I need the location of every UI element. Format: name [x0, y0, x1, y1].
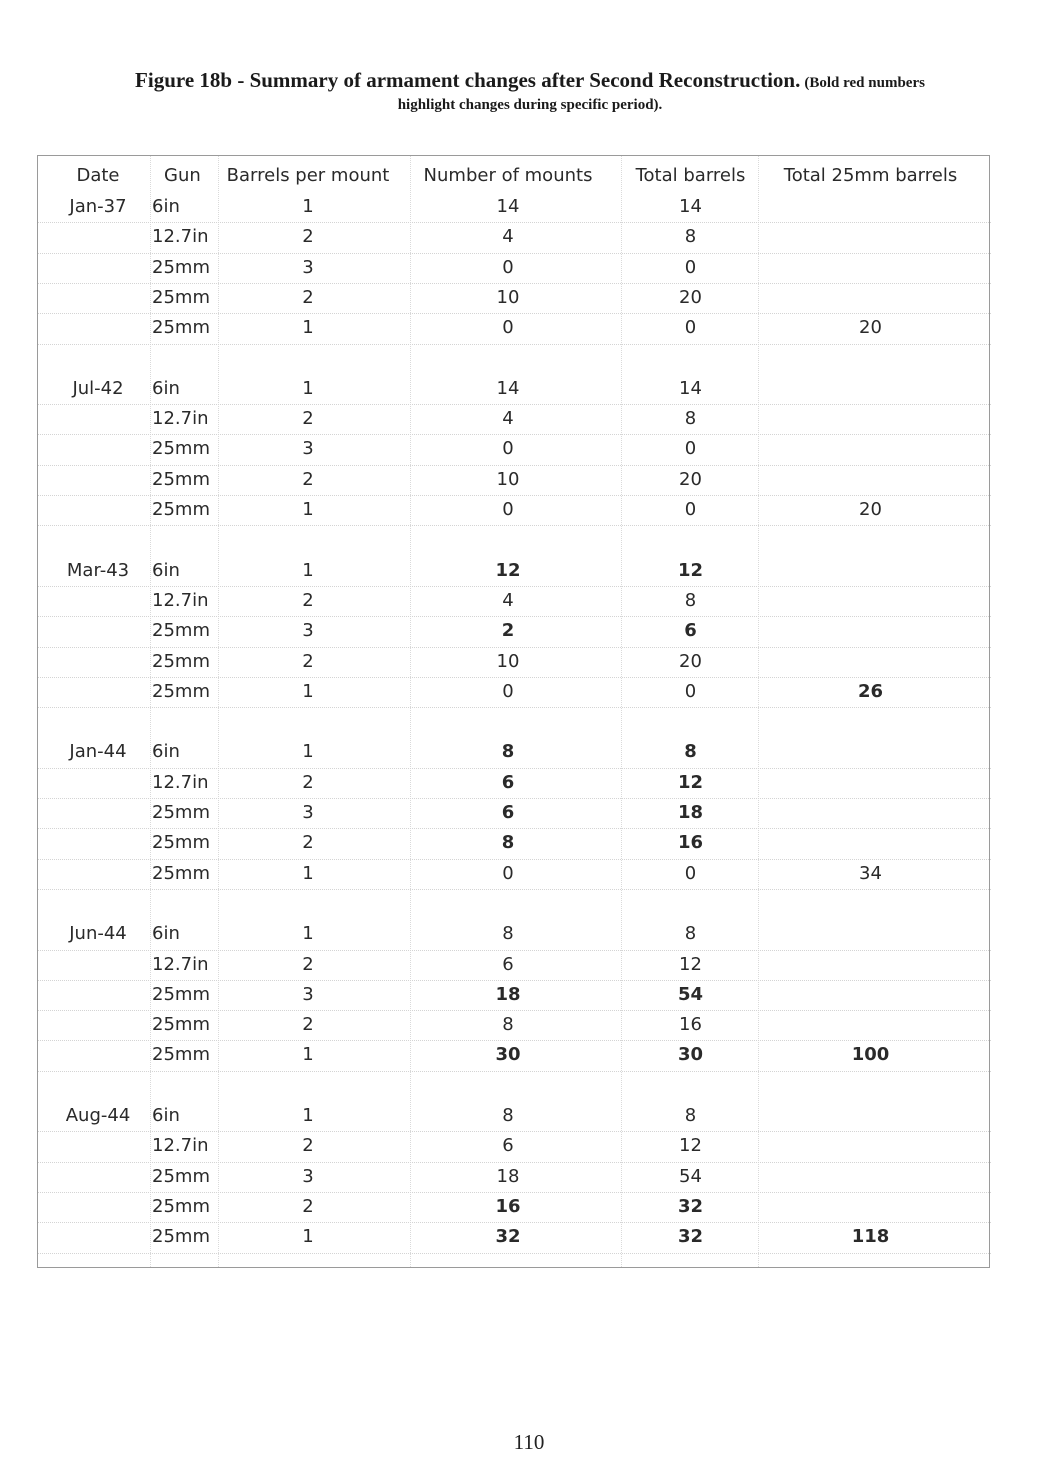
number-of-mounts-cell: 6: [501, 802, 515, 823]
number-of-mounts-cell: 10: [496, 468, 520, 490]
number-of-mounts-cell: 14: [496, 196, 520, 217]
number-of-mounts-cell: 8: [502, 923, 514, 945]
barrels-per-mount-cell: 2: [302, 589, 314, 611]
gun-cell: 12.7in: [152, 408, 209, 430]
barrels-per-mount-cell: 1: [302, 377, 314, 399]
total-barrels-cell: 12: [677, 559, 704, 581]
table-row: [38, 222, 991, 252]
total-barrels-cell: 12: [679, 953, 702, 975]
total-barrels-cell: 14: [679, 196, 702, 217]
barrels-per-mount-cell: 1: [302, 862, 314, 884]
gun-cell: 25mm: [152, 438, 210, 460]
gun-cell: 6in: [152, 741, 180, 763]
number-of-mounts-cell: 14: [496, 377, 520, 399]
table-row: [38, 1222, 991, 1252]
grid-line-horizontal: [38, 889, 991, 890]
barrels-per-mount-cell: 2: [302, 1014, 314, 1036]
table-row: [38, 980, 991, 1010]
page-number: 110: [513, 1430, 545, 1454]
table-row: [38, 828, 991, 858]
barrels-per-mount-cell: 2: [302, 226, 314, 248]
number-of-mounts-cell: 18: [496, 1165, 520, 1187]
table-row: [38, 798, 991, 828]
table-row: [38, 950, 991, 980]
table-row: [38, 616, 991, 646]
number-of-mounts-cell: 32: [495, 1226, 521, 1248]
number-of-mounts-cell: 16: [495, 1195, 521, 1217]
gun-cell: 25mm: [152, 832, 210, 854]
table-row: [38, 313, 991, 343]
total-barrels-cell: 8: [684, 226, 697, 248]
gun-cell: 12.7in: [152, 589, 209, 611]
total-barrels-cell: 8: [684, 923, 697, 945]
barrels-per-mount-cell: 1: [302, 923, 314, 945]
date-cell: Mar-43: [66, 559, 130, 581]
total-25mm-barrels-cell: 34: [859, 862, 882, 884]
caption-title: Figure 18b - Summary of armament changes after Second Reconstruction.: [135, 68, 801, 92]
caption-note-line2: highlight changes during specific period).: [397, 97, 663, 113]
number-of-mounts-cell: 6: [502, 953, 514, 975]
table-row: [38, 556, 991, 586]
gun-cell: 25mm: [152, 680, 210, 702]
table-header-row: [38, 161, 991, 191]
table-row: [38, 495, 991, 525]
figure-caption: [30, 68, 1030, 114]
total-barrels-cell: 12: [677, 771, 704, 793]
table-row: [38, 1101, 991, 1131]
gun-cell: 25mm: [152, 650, 210, 672]
total-25mm-barrels-cell: 100: [851, 1044, 890, 1066]
total-25mm-barrels-cell: 20: [859, 317, 882, 339]
gun-cell: 25mm: [152, 317, 210, 339]
total-barrels-cell: 20: [679, 468, 702, 490]
total-barrels-cell: 8: [684, 741, 697, 763]
total-barrels-cell: 32: [677, 1195, 704, 1217]
table-row: [38, 1162, 991, 1192]
gun-cell: 12.7in: [152, 226, 209, 248]
barrels-per-mount-cell: 1: [302, 559, 314, 581]
gun-cell: 12.7in: [152, 771, 209, 793]
gun-cell: 25mm: [152, 286, 210, 308]
barrels-per-mount-cell: 1: [302, 499, 314, 520]
grid-line-horizontal: [38, 1071, 991, 1072]
header-total-25mm-barrels: Total 25mm barrels: [783, 165, 958, 186]
number-of-mounts-cell: 6: [501, 771, 515, 793]
barrels-per-mount-cell: 1: [302, 741, 314, 763]
number-of-mounts-cell: 8: [502, 1105, 514, 1126]
table-row: [38, 768, 991, 798]
armament-table: [37, 155, 990, 1268]
table-row: [38, 919, 991, 949]
table-row: [38, 1040, 991, 1070]
gun-cell: 25mm: [152, 256, 210, 278]
barrels-per-mount-cell: 2: [302, 953, 314, 975]
caption-note-line1: (Bold red numbers: [804, 75, 925, 91]
total-barrels-cell: 0: [684, 438, 697, 460]
barrels-per-mount-cell: 3: [302, 620, 314, 642]
header-number-of-mounts: Number of mounts: [423, 165, 593, 186]
total-barrels-cell: 30: [677, 1044, 704, 1066]
total-barrels-cell: 32: [677, 1226, 704, 1248]
barrels-per-mount-cell: 2: [302, 832, 314, 854]
table-row: [38, 374, 991, 404]
number-of-mounts-cell: 4: [502, 408, 514, 430]
total-barrels-cell: 0: [684, 317, 697, 339]
number-of-mounts-cell: 8: [502, 1014, 514, 1036]
gun-cell: 25mm: [152, 1044, 210, 1066]
gun-cell: 6in: [152, 1105, 180, 1126]
gun-cell: 25mm: [152, 1226, 210, 1248]
table-row: [38, 677, 991, 707]
number-of-mounts-cell: 6: [502, 1135, 514, 1157]
date-cell: Jan-44: [69, 741, 127, 763]
barrels-per-mount-cell: 2: [302, 1135, 314, 1157]
barrels-per-mount-cell: 3: [302, 802, 314, 823]
date-cell: Jun-44: [69, 923, 127, 945]
gun-cell: 25mm: [152, 983, 210, 1005]
barrels-per-mount-cell: 2: [302, 286, 314, 308]
number-of-mounts-cell: 0: [502, 862, 514, 884]
number-of-mounts-cell: 0: [502, 317, 514, 339]
gun-cell: 12.7in: [152, 953, 209, 975]
total-25mm-barrels-cell: 118: [851, 1226, 890, 1248]
gun-cell: 25mm: [152, 499, 210, 520]
total-barrels-cell: 12: [679, 1135, 702, 1157]
number-of-mounts-cell: 12: [495, 559, 521, 581]
number-of-mounts-cell: 8: [501, 741, 515, 763]
header-date: Date: [76, 165, 120, 186]
total-barrels-cell: 8: [684, 589, 697, 611]
table-row: [38, 192, 991, 222]
total-barrels-cell: 20: [679, 286, 702, 308]
grid-line-horizontal: [38, 525, 991, 526]
total-barrels-cell: 6: [684, 620, 697, 642]
gun-cell: 25mm: [152, 1014, 210, 1036]
table-row: [38, 465, 991, 495]
number-of-mounts-cell: 8: [501, 832, 515, 854]
gun-cell: 25mm: [152, 1165, 210, 1187]
number-of-mounts-cell: 10: [496, 650, 520, 672]
header-gun: Gun: [164, 165, 201, 186]
date-cell: Aug-44: [65, 1105, 131, 1126]
table-row: [38, 1010, 991, 1040]
total-barrels-cell: 14: [679, 377, 702, 399]
table-row: [38, 283, 991, 313]
gun-cell: 25mm: [152, 1195, 210, 1217]
number-of-mounts-cell: 0: [502, 680, 514, 702]
total-barrels-cell: 0: [684, 499, 697, 520]
total-barrels-cell: 0: [684, 256, 697, 278]
total-barrels-cell: 18: [677, 802, 704, 823]
barrels-per-mount-cell: 1: [302, 1105, 314, 1126]
number-of-mounts-cell: 0: [502, 256, 514, 278]
date-cell: Jul-42: [72, 377, 124, 399]
barrels-per-mount-cell: 3: [302, 438, 314, 460]
total-barrels-cell: 54: [677, 983, 704, 1005]
grid-line-horizontal: [38, 707, 991, 708]
total-25mm-barrels-cell: 26: [857, 680, 884, 702]
table-row: [38, 859, 991, 889]
number-of-mounts-cell: 4: [502, 226, 514, 248]
total-barrels-cell: 8: [684, 1105, 697, 1126]
table-row: [38, 1131, 991, 1161]
barrels-per-mount-cell: 1: [302, 196, 314, 217]
table-row: [38, 737, 991, 767]
number-of-mounts-cell: 18: [495, 983, 521, 1005]
grid-line-horizontal: [38, 1253, 991, 1254]
barrels-per-mount-cell: 2: [302, 650, 314, 672]
barrels-per-mount-cell: 1: [302, 1226, 314, 1248]
date-cell: Jan-37: [69, 196, 127, 217]
total-barrels-cell: 8: [684, 408, 697, 430]
barrels-per-mount-cell: 1: [302, 680, 314, 702]
table-row: [38, 586, 991, 616]
barrels-per-mount-cell: 1: [302, 1044, 314, 1066]
barrels-per-mount-cell: 3: [302, 983, 314, 1005]
gun-cell: 6in: [152, 559, 180, 581]
barrels-per-mount-cell: 2: [302, 1195, 314, 1217]
number-of-mounts-cell: 0: [502, 438, 514, 460]
gun-cell: 25mm: [152, 468, 210, 490]
barrels-per-mount-cell: 3: [302, 256, 314, 278]
gun-cell: 25mm: [152, 802, 210, 823]
barrels-per-mount-cell: 1: [302, 317, 314, 339]
table-row: [38, 404, 991, 434]
number-of-mounts-cell: 10: [496, 286, 520, 308]
number-of-mounts-cell: 30: [495, 1044, 521, 1066]
gun-cell: 6in: [152, 377, 180, 399]
total-barrels-cell: 54: [679, 1165, 702, 1187]
table-row: [38, 253, 991, 283]
gun-cell: 12.7in: [152, 1135, 209, 1157]
barrels-per-mount-cell: 3: [302, 1165, 314, 1187]
number-of-mounts-cell: 4: [502, 589, 514, 611]
header-barrels-per-mount: Barrels per mount: [226, 165, 390, 186]
barrels-per-mount-cell: 2: [302, 408, 314, 430]
total-barrels-cell: 0: [684, 680, 697, 702]
gun-cell: 6in: [152, 196, 180, 217]
gun-cell: 25mm: [152, 862, 210, 884]
total-barrels-cell: 20: [679, 650, 702, 672]
number-of-mounts-cell: 2: [501, 620, 515, 642]
total-25mm-barrels-cell: 20: [859, 499, 882, 520]
number-of-mounts-cell: 0: [502, 499, 514, 520]
table-row: [38, 434, 991, 464]
total-barrels-cell: 16: [677, 832, 704, 854]
header-total-barrels: Total barrels: [635, 165, 746, 186]
total-barrels-cell: 16: [679, 1014, 702, 1036]
total-barrels-cell: 0: [684, 862, 697, 884]
grid-line-horizontal: [38, 344, 991, 345]
barrels-per-mount-cell: 2: [302, 468, 314, 490]
gun-cell: 25mm: [152, 620, 210, 642]
barrels-per-mount-cell: 2: [302, 771, 314, 793]
gun-cell: 6in: [152, 923, 180, 945]
table-row: [38, 647, 991, 677]
table-row: [38, 1192, 991, 1222]
